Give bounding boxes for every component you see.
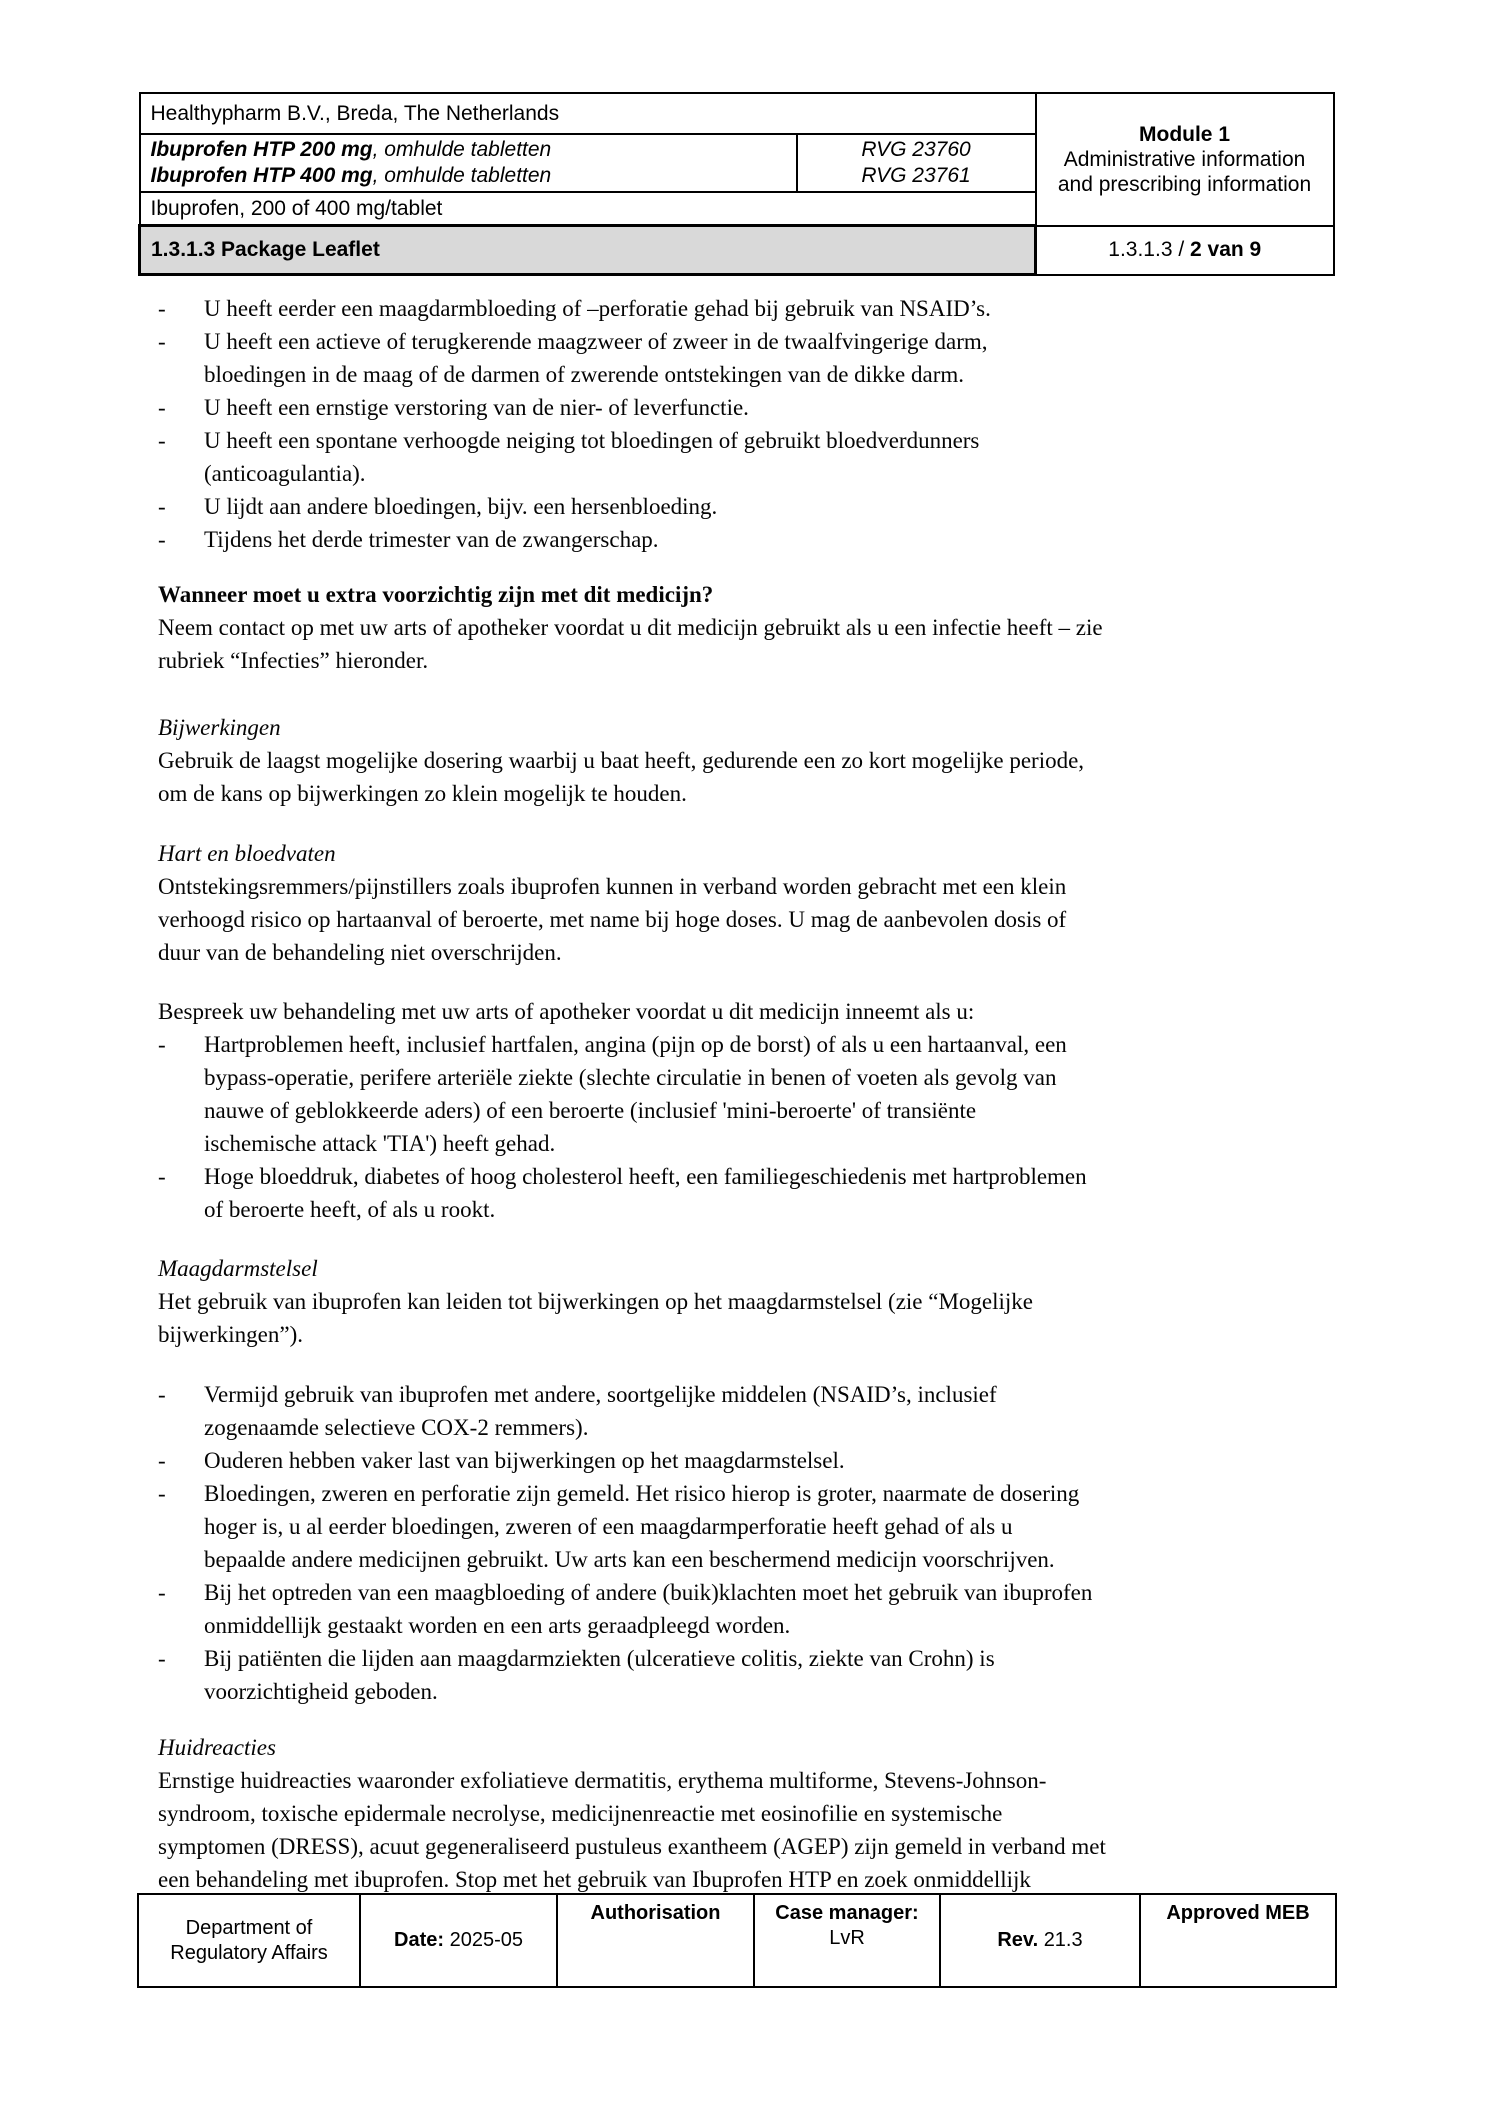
section-title: 1.3.1.3 Package Leaflet [151, 238, 380, 261]
section-heading-maagdarmstelsel: Maagdarmstelsel [158, 1256, 318, 1281]
paragraph-line: duur van de behandeling niet overschrijden. [158, 940, 562, 965]
section-heading-huidreacties: Huidreacties [158, 1735, 276, 1760]
list-item-text: ischemische attack 'TIA') heeft gehad. [204, 1131, 556, 1156]
dash-bullet: - [158, 494, 166, 519]
list-item-text: Bij patiënten die lijden aan maagdarmziekten (ulceratieve colitis, ziekte van Crohn) is [204, 1646, 995, 1671]
paragraph-line: verhoogd risico op hartaanval of beroerte, met name bij hoge doses. U mag de aanbevolen dosis of [158, 907, 1067, 932]
list-item-text: voorzichtigheid geboden. [204, 1679, 438, 1704]
header-table [138, 92, 1335, 276]
list-item-text: (anticoagulantia). [204, 461, 366, 486]
list-item-line [158, 1193, 1338, 1226]
list-item-text: U heeft een ernstige verstoring van de nier- of leverfunctie. [204, 395, 749, 420]
list-item-line [158, 1094, 1338, 1127]
footer-date-label: Date: [394, 1929, 450, 1951]
list-item-line [158, 424, 1338, 457]
page-ref-number: 2 van 9 [1190, 238, 1262, 261]
list-item-line [158, 358, 1338, 391]
list-item-line [158, 1444, 1338, 1477]
list-item-line [158, 1675, 1338, 1708]
paragraph-line: Ontstekingsremmers/pijnstillers zoals ibuprofen kunnen in verband worden gebracht met een klein [158, 874, 1067, 899]
list-item-line [158, 1411, 1338, 1444]
footer-table [137, 1893, 1337, 1988]
paragraph-line: Neem contact op met uw arts of apotheker voordat u dit medicijn gebruikt als u een infectie heeft – zie [158, 615, 1103, 640]
list-item-line [158, 523, 1338, 556]
footer-rev-label: Rev. [997, 1929, 1044, 1951]
page-ref-prefix: 1.3.1.3 / [1108, 238, 1191, 261]
list-item-text: onmiddellijk gestaakt worden en een arts geraadpleegd worden. [204, 1613, 791, 1638]
paragraph-line: syndroom, toxische epidermale necrolyse, medicijnenreactie met eosinofilie en systemische [158, 1801, 1003, 1826]
paragraph-line: om de kans op bijwerkingen zo klein mogelijk te houden. [158, 781, 687, 806]
product-name: Ibuprofen HTP 200 mg [150, 138, 373, 161]
dash-bullet [158, 1675, 204, 1708]
dash-bullet: - [158, 296, 166, 321]
product-form: , omhulde tabletten [372, 164, 552, 187]
module-subtitle-line2: and prescribing information [1057, 172, 1312, 196]
module-title: Module 1 [1139, 122, 1231, 146]
footer-approved-cell [1140, 1894, 1336, 1987]
list-item-line [158, 1160, 1338, 1193]
list-item-text: U heeft eerder een maagdarmbloeding of –perforatie gehad bij gebruik van NSAID’s. [204, 296, 991, 321]
list-item-line [158, 292, 1338, 325]
section-caution-paragraph [158, 611, 1338, 677]
product-form: , omhulde tabletten [372, 138, 552, 161]
dash-bullet: - [158, 329, 166, 354]
list-item-text: bypass-operatie, perifere arteriële ziekte (slechte circulatie in benen of voeten als gevolg van [204, 1065, 1057, 1090]
list-item-line [158, 1127, 1338, 1160]
bespreek-intro: Bespreek uw behandeling met uw arts of apotheker voordat u dit medicijn inneemt als u: [158, 999, 975, 1024]
list-item-line [158, 325, 1338, 358]
dash-bullet: - [158, 527, 166, 552]
page-ref-cell [1036, 226, 1334, 275]
module-cell [1036, 93, 1334, 226]
section-hart-en-bloedvaten [158, 837, 1338, 969]
list-item-text: U heeft een actieve of terugkerende maagzweer of zweer in de twaalfvingerige darm, [204, 329, 988, 354]
rvg-number: RVG 23760 [861, 138, 971, 161]
substance-text: Ibuprofen, 200 of 400 mg/tablet [150, 196, 443, 220]
product-name-line [151, 137, 786, 163]
dash-bullet: - [158, 1580, 166, 1605]
paragraph-line: Gebruik de laagst mogelijke dosering waarbij u baat heeft, gedurende een zo kort mogelijke periode, [158, 748, 1085, 773]
list-item-text: Vermijd gebruik van ibuprofen met andere, soortgelijke middelen (NSAID’s, inclusief [204, 1382, 997, 1407]
list-item-line [158, 1477, 1338, 1510]
section-hart-paragraph [158, 870, 1338, 969]
bespreek-list [158, 1028, 1338, 1226]
footer-case-manager-label: Case manager: [775, 1902, 919, 1924]
list-item-line [158, 1642, 1338, 1675]
list-item-line [158, 1061, 1338, 1094]
dash-bullet [158, 1193, 204, 1226]
list-item-text: of beroerte heeft, of als u rookt. [204, 1197, 496, 1222]
paragraph-line: Het gebruik van ibuprofen kan leiden tot bijwerkingen op het maagdarmstelsel (zie “Mogelijke [158, 1289, 1033, 1314]
list-item-line [158, 457, 1338, 490]
paragraph-line: rubriek “Infecties” hieronder. [158, 648, 429, 673]
paragraph-line: bijwerkingen”). [158, 1322, 303, 1347]
footer-date-cell [360, 1894, 557, 1987]
list-item-line [158, 1543, 1338, 1576]
footer-department-cell [138, 1894, 360, 1987]
dash-bullet [158, 1127, 204, 1160]
dash-bullet: - [158, 1382, 166, 1407]
dash-bullet [158, 1061, 204, 1094]
paragraph-line: symptomen (DRESS), acuut gegeneraliseerd pustuleus exantheem (AGEP) zijn gemeld in verband met [158, 1834, 1106, 1859]
maagdarm-list [158, 1378, 1338, 1708]
section-bijwerkingen-paragraph [158, 744, 1338, 810]
list-item-text: hoger is, u al eerder bloedingen, zweren of een maagdarmperforatie heeft gehad of als u [204, 1514, 1013, 1539]
footer-case-manager-cell [754, 1894, 940, 1987]
dash-bullet [158, 1609, 204, 1642]
dash-bullet [158, 1094, 204, 1127]
footer-approved: Approved MEB [1166, 1902, 1310, 1924]
dash-bullet [158, 358, 204, 391]
paragraph-line: een behandeling met ibuprofen. Stop met het gebruik van Ibuprofen HTP en zoek onmiddellijk [158, 1867, 1031, 1892]
dash-bullet [158, 1510, 204, 1543]
section-maagdarmstelsel-paragraph [158, 1285, 1338, 1351]
product-name: Ibuprofen HTP 400 mg [150, 164, 373, 187]
substance-cell [140, 192, 1036, 226]
dash-bullet [158, 1543, 204, 1576]
list-item-text: U lijdt aan andere bloedingen, bijv. een hersenbloeding. [204, 494, 718, 519]
list-item-line [158, 1378, 1338, 1411]
dash-bullet: - [158, 1448, 166, 1473]
list-item-text: bloedingen in de maag of de darmen of zwerende ontstekingen van de dikke darm. [204, 362, 965, 387]
section-title-cell [140, 226, 1036, 275]
section-bespreek [158, 995, 1338, 1226]
list-item-line [158, 490, 1338, 523]
list-item-text: Bloedingen, zweren en perforatie zijn gemeld. Het risico hierop is groter, naarmate de dosering [204, 1481, 1080, 1506]
company-cell [140, 93, 1036, 134]
list-item-text: Tijdens het derde trimester van de zwangerschap. [204, 527, 659, 552]
list-item-text: Bij het optreden van een maagbloeding of andere (buik)klachten moet het gebruik van ibuprofen [204, 1580, 1093, 1605]
product-names-cell [140, 134, 797, 192]
rvg-number: RVG 23761 [861, 164, 971, 187]
product-name-line [151, 163, 786, 189]
company-name: Healthypharm B.V., Breda, The Netherlands [150, 101, 560, 125]
dash-bullet: - [158, 395, 166, 420]
footer-authorisation: Authorisation [590, 1902, 721, 1924]
footer-department: Department of Regulatory Affairs [170, 1916, 328, 1964]
list-item-text: zogenaamde selectieve COX-2 remmers). [204, 1415, 589, 1440]
section-bijwerkingen [158, 711, 1338, 810]
list-item-line [158, 1510, 1338, 1543]
list-item-text: nauwe of geblokkeerde aders) of een beroerte (inclusief 'mini-beroerte' of transiënte [204, 1098, 977, 1123]
paragraph-line: Ernstige huidreacties waaronder exfoliatieve dermatitis, erythema multiforme, Stevens-Johnson- [158, 1768, 1047, 1793]
section-caution [158, 578, 1338, 677]
section-huidreacties [158, 1731, 1338, 1896]
section-heading-hart: Hart en bloedvaten [158, 841, 336, 866]
section-heading-bijwerkingen: Bijwerkingen [158, 715, 281, 740]
list-item-line [158, 1609, 1338, 1642]
footer-date-value: 2025-05 [449, 1929, 523, 1951]
list-item-text: Hartproblemen heeft, inclusief hartfalen, angina (pijn op de borst) of als u een hartaanval, een [204, 1032, 1067, 1057]
footer-authorisation-cell [557, 1894, 754, 1987]
list-item-line [158, 1028, 1338, 1061]
dash-bullet: - [158, 1164, 166, 1189]
warnings-list [158, 292, 1338, 556]
footer-rev-cell [940, 1894, 1140, 1987]
footer-case-manager-value: LvR [829, 1927, 865, 1949]
dash-bullet [158, 457, 204, 490]
dash-bullet: - [158, 1646, 166, 1671]
section-heading-caution: Wanneer moet u extra voorzichtig zijn met dit medicijn? [158, 582, 714, 607]
list-item-text: Ouderen hebben vaker last van bijwerkingen op het maagdarmstelsel. [204, 1448, 845, 1473]
list-item-text: U heeft een spontane verhoogde neiging tot bloedingen of gebruikt bloedverdunners [204, 428, 980, 453]
section-maagdarmstelsel [158, 1252, 1338, 1351]
dash-bullet: - [158, 1481, 166, 1506]
dash-bullet: - [158, 428, 166, 453]
dash-bullet: - [158, 1032, 166, 1057]
section-huidreacties-paragraph [158, 1764, 1338, 1896]
footer-rev-value: 21.3 [1043, 1929, 1083, 1951]
module-subtitle-line1: Administrative information [1063, 147, 1306, 171]
leaflet-body [158, 292, 1338, 1896]
list-item-line [158, 1576, 1338, 1609]
list-item-text: bepaalde andere medicijnen gebruikt. Uw arts kan een beschermend medicijn voorschrijven. [204, 1547, 1055, 1572]
dash-bullet [158, 1411, 204, 1444]
list-item-text: Hoge bloeddruk, diabetes of hoog cholesterol heeft, een familiegeschiedenis met hartproblemen [204, 1164, 1087, 1189]
rvg-numbers-cell [797, 134, 1036, 192]
list-item-line [158, 391, 1338, 424]
